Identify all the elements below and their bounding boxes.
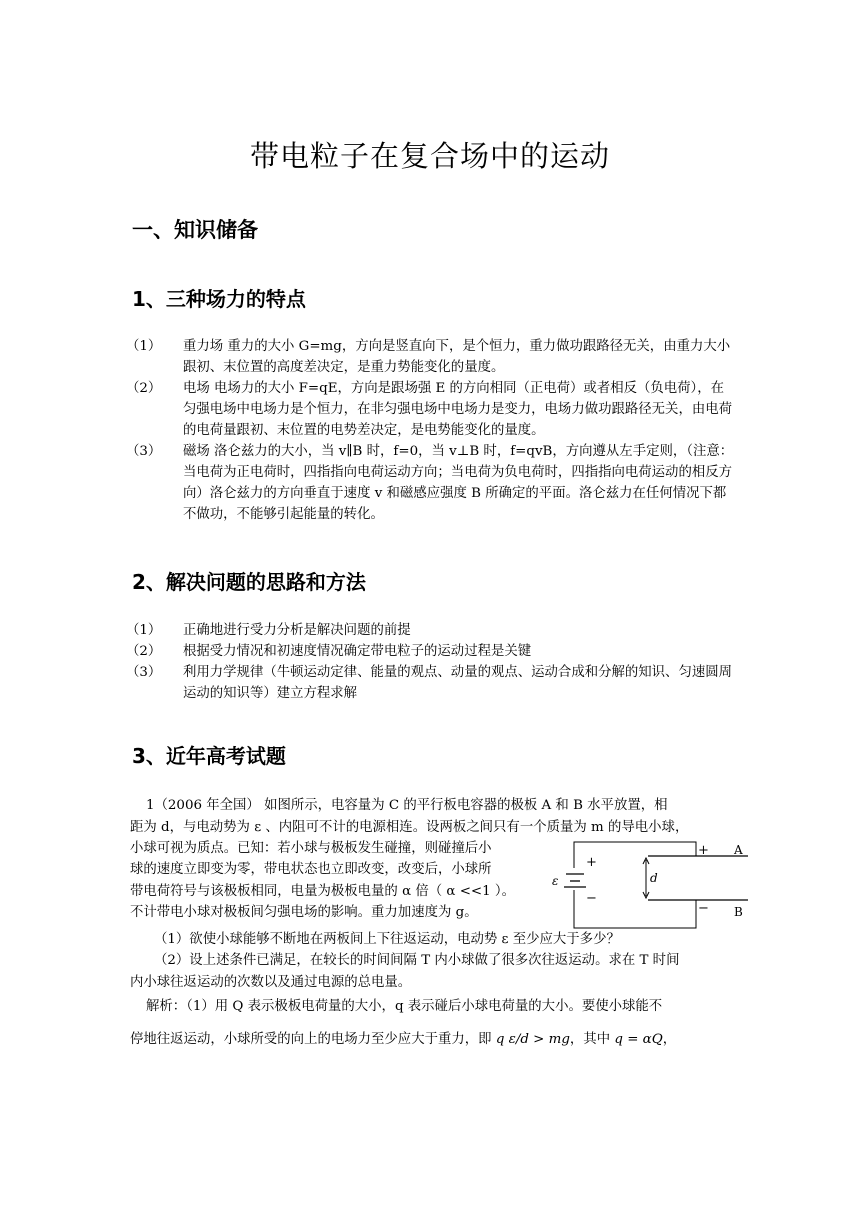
plate-a-plus: + <box>698 843 709 858</box>
gap-label: d <box>650 871 658 885</box>
problem-conditions: 小球可视为质点。已知：若小球与极板发生碰撞，则碰撞后小 球的速度立即变为零，带电状态也立即改变，改变后，小球所 带电荷符号与该极板相同，电量为极板电量的 α 倍（ α <<1 ）。 不计带电小球对极板间匀强电场的影响。重力加速度为 g。 <box>130 841 516 920</box>
plate-b-label: B <box>734 905 743 919</box>
question-2-line1: （2）设上述条件已满足，在较长的时间间隔 T 内小球做了很多次往返运动。求在 T 时间 <box>154 953 680 968</box>
solution-line2: 停地往返运动，小球所受的向上的电场力至少应大于重力，即 q ε/d > mg，其中 q = αQ， <box>130 1032 677 1047</box>
list-item: （2） 电场 电场力的大小 F=qE，方向是跟场强 E 的方向相同（正电荷）或者相反（负电荷），在匀强电场中电场力是个恒力，在非匀强电场中电场力是变力，电场力做功跟路径无关，由电荷的电荷量跟初、末位置的电势差决定，是电势能变化的量度。 <box>126 381 733 438</box>
list-item: （3） 磁场 洛仑兹力的大小，当 v∥B 时，f=0，当 v⊥B 时，f=qvB，方向遵从左手定则，（注意：当电荷为正电荷时，四指指向电荷运动方向；当电荷为负电荷时，四指指向电荷运动的相反方向）洛仑兹力的方向垂直于速度 v 和磁感应强度 B 所确定的平面。洛仑兹力在任何情况下都不做功，不能够引起能量的转化。 <box>126 444 734 522</box>
list-item: （3） 利用力学规律（牛顿运动定律、能量的观点、动量的观点、运动合成和分解的知识、匀速圆周运动的知识等）建立方程求解 <box>126 665 733 701</box>
methods-list <box>126 620 736 704</box>
problem-intro-line1: 1（2006 年全国） 如图所示，电容量为 C 的平行板电容器的极板 A 和 B 水平放置，相 <box>146 798 668 813</box>
capacitor-circuit-diagram <box>548 838 758 934</box>
emf-label: ε <box>552 874 559 888</box>
subsection-heading-field-forces: 1、三种场力的特点 <box>132 287 306 311</box>
plate-a-label: A <box>734 843 743 857</box>
question-2-line2: 内小球往返运动的次数以及通过电源的总电量。 <box>130 975 412 990</box>
solution-formula-2: q = αQ <box>614 1032 663 1047</box>
section-heading-knowledge: 一、知识储备 <box>132 218 258 242</box>
list-item: （1） 重力场 重力的大小 G=mg，方向是竖直向下，是个恒力，重力做功跟路径无关，由重力大小跟初、末位置的高度差决定，是重力势能变化的量度。 <box>126 339 731 375</box>
problem-intro-line2: 距为 d，与电动势为 ε 、内阻可不计的电源相连。设两板之间只有一个质量为 m 的导电小球， <box>130 820 689 835</box>
solution-line1: 解析：（1）用 Q 表示极板电荷量的大小，q 表示碰后小球电荷量的大小。要使小球能不 <box>146 999 663 1014</box>
question-1: （1）欲使小球能够不断地在两板间上下往返运动，电动势 ε 至少应大于多少？ <box>154 932 620 947</box>
subsection-heading-exam-questions: 3、近年高考试题 <box>132 744 286 768</box>
plate-b-minus: − <box>698 901 709 916</box>
battery-minus-label: − <box>586 891 597 906</box>
subsection-heading-methods: 2、解决问题的思路和方法 <box>132 570 366 594</box>
solution-formula-1: q ε/d > mg <box>495 1032 570 1047</box>
list-item: （1） 正确地进行受力分析是解决问题的前提 <box>126 623 411 638</box>
list-item: （2） 根据受力情况和初速度情况确定带电粒子的运动过程是关键 <box>126 644 532 659</box>
battery-plus-label: + <box>586 855 597 870</box>
field-forces-list <box>126 336 736 525</box>
page-title: 带电粒子在复合场中的运动 <box>249 139 610 173</box>
